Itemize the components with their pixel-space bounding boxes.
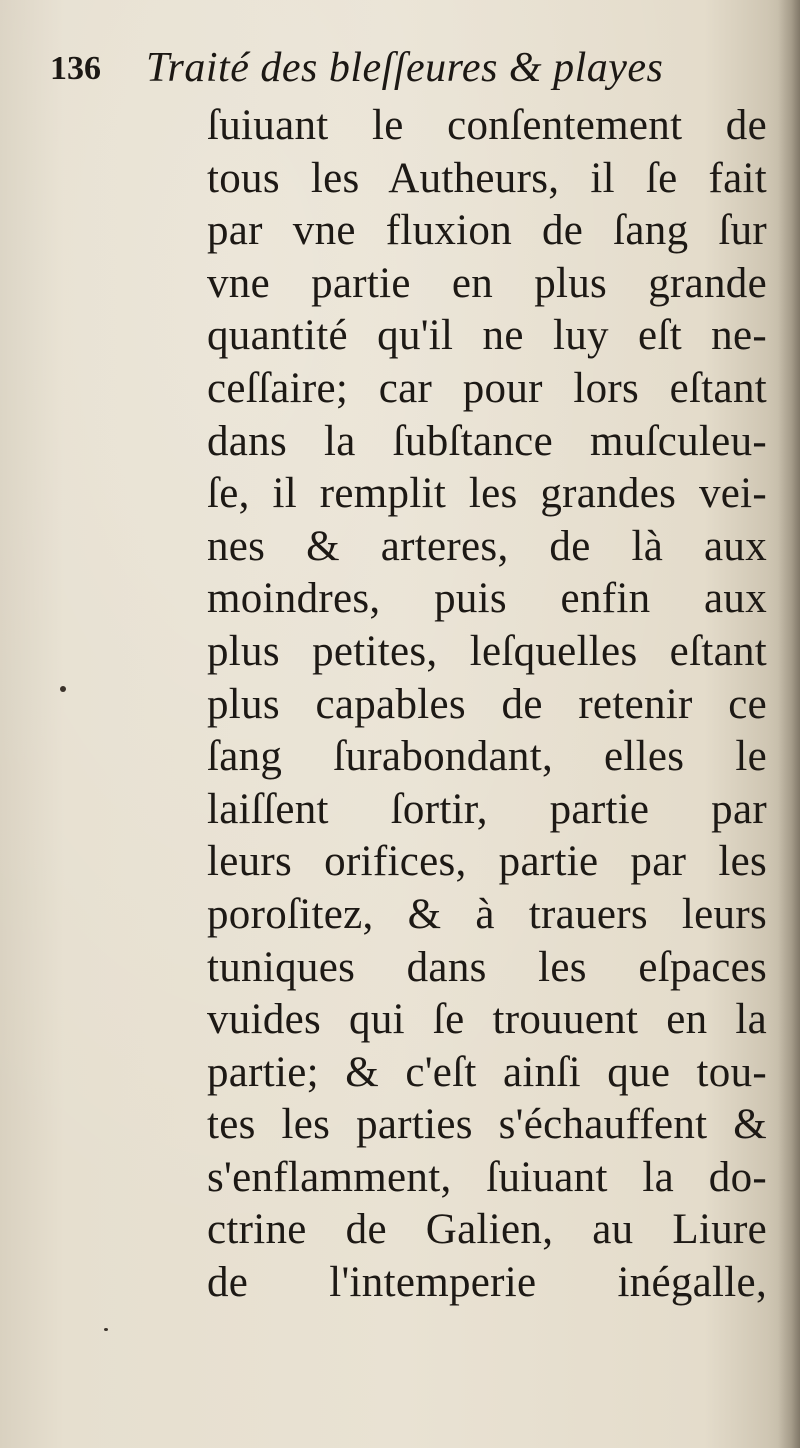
text-line: tuniques dans les eſpaces bbox=[207, 943, 767, 991]
text-line: tous les Autheurs, il ſe fait bbox=[207, 154, 767, 202]
body-text bbox=[207, 100, 767, 1310]
text-line: partie; & c'eſt ainſi que tou- bbox=[207, 1048, 767, 1096]
text-line: moindres, puis enfin aux bbox=[207, 575, 767, 623]
text-line: ceſſaire; car pour lors eſtant bbox=[207, 364, 767, 412]
text-line: poroſitez, & à trauers leurs bbox=[207, 890, 767, 938]
text-line: ſe, il remplit les grandes vei- bbox=[207, 470, 767, 518]
page-number: 136 bbox=[50, 50, 101, 87]
text-line: plus petites, leſquelles eſtant bbox=[207, 627, 767, 675]
text-line: tes les parties s'échauffent & bbox=[207, 1101, 767, 1149]
page-edge-shadow bbox=[778, 0, 800, 1448]
text-line: ſuiuant le conſentement de bbox=[207, 102, 767, 149]
text-line: par vne fluxion de ſang ſur bbox=[207, 207, 767, 255]
text-line: vuides qui ſe trouuent en la bbox=[207, 996, 767, 1044]
text-line: laiſſent ſortir, partie par bbox=[207, 785, 767, 833]
text-line: vne partie en plus grande bbox=[207, 259, 767, 307]
ink-speck bbox=[104, 1328, 108, 1331]
ink-speck bbox=[60, 686, 66, 692]
text-line: leurs orifices, partie par les bbox=[207, 838, 767, 886]
text-line: dans la ſubſtance muſculeu- bbox=[207, 417, 767, 465]
running-title: Traité des bleſſeures & playes bbox=[146, 45, 664, 91]
text-line: ſang ſurabondant, elles le bbox=[207, 733, 767, 781]
text-line: s'enflamment, ſuiuant la do- bbox=[207, 1153, 767, 1201]
text-line: plus capables de retenir ce bbox=[207, 680, 767, 728]
text-line: de l'intemperie inégalle, bbox=[207, 1259, 767, 1307]
text-line: nes & arteres, de là aux bbox=[207, 522, 767, 570]
text-line: quantité qu'il ne luy eſt ne- bbox=[207, 312, 767, 360]
text-line: ctrine de Galien, au Liure bbox=[207, 1206, 767, 1254]
